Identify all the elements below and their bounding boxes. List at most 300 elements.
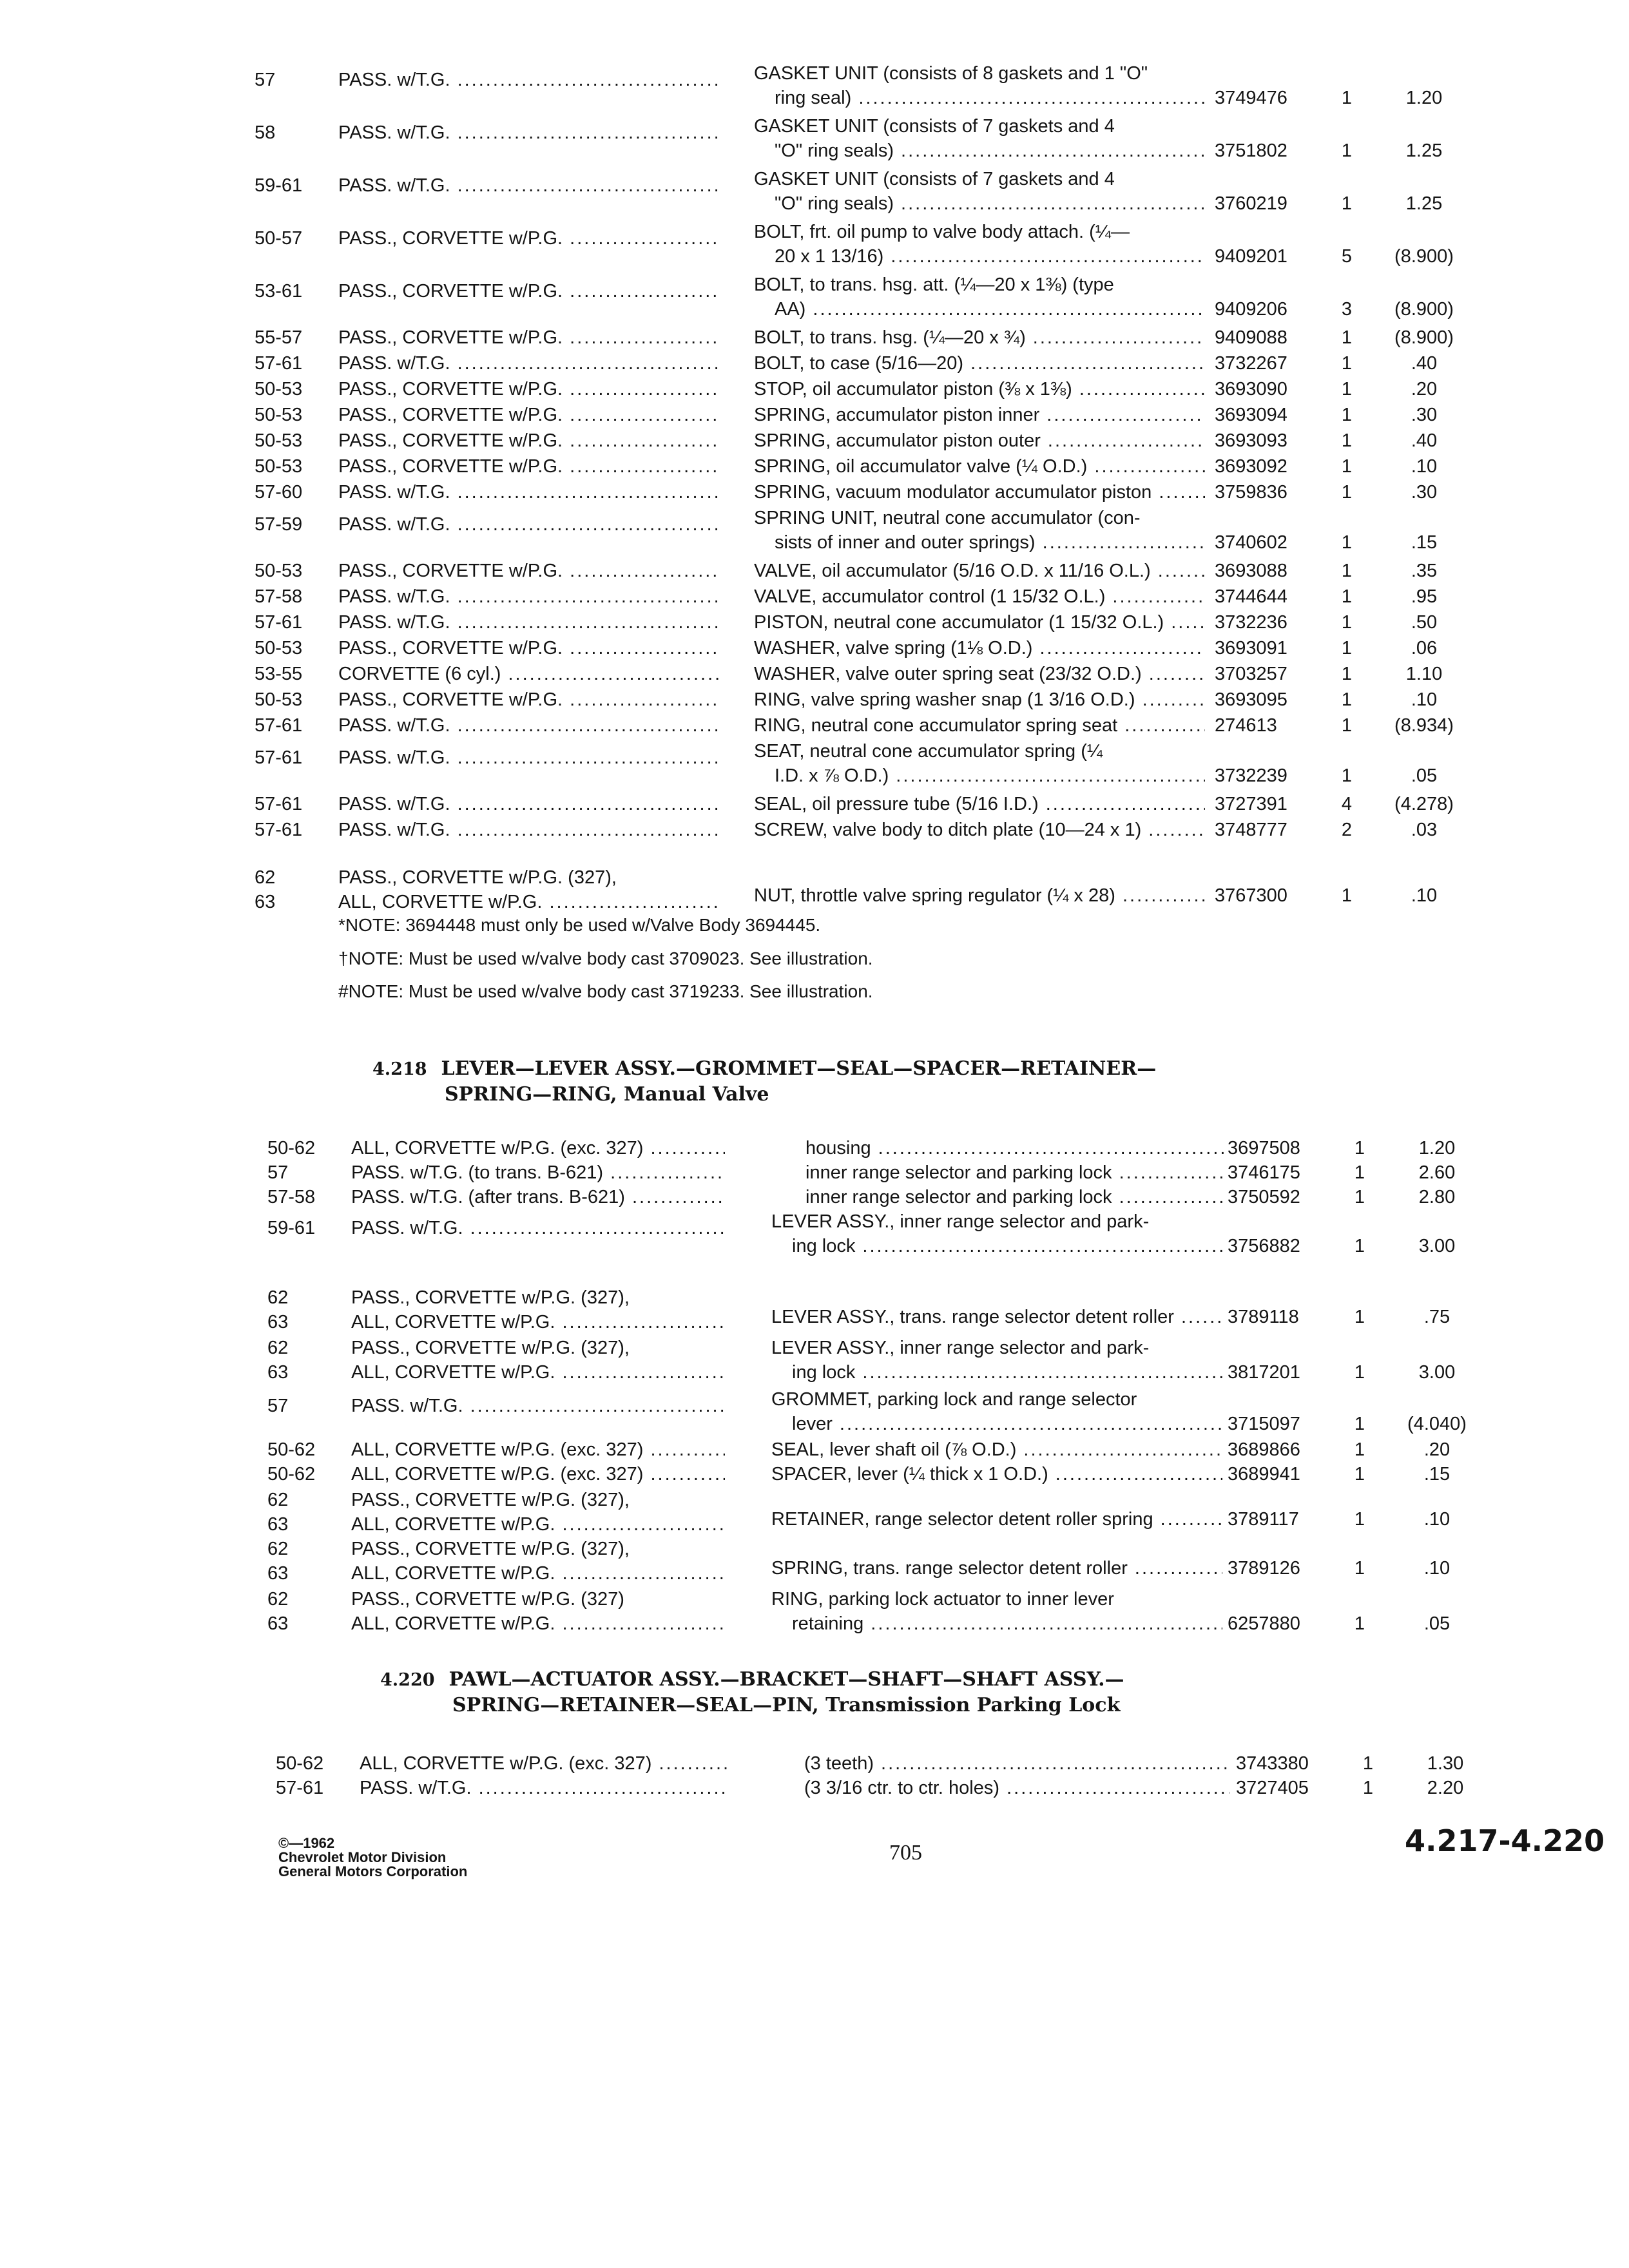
years: 62 xyxy=(267,1287,289,1308)
description-cont: ing lock ..... xyxy=(771,1360,1222,1385)
description-cont: "O" ring seals) ..... xyxy=(754,191,1205,216)
description-cont: ing lock ..... xyxy=(771,1234,1222,1258)
quantity: 1 xyxy=(1354,1439,1365,1460)
years: 50-53 xyxy=(255,379,303,399)
description-cell xyxy=(754,662,1205,686)
application: PASS., CORVETTE w/P.G. (327), xyxy=(351,1539,630,1559)
part-number: 3727405 xyxy=(1236,1778,1309,1798)
part-number: 3760219 xyxy=(1215,193,1287,214)
quantity: 1 xyxy=(1354,1464,1365,1485)
part-number: 3693093 xyxy=(1215,430,1287,451)
application: PASS., CORVETTE w/P.G. ..... xyxy=(338,226,718,251)
application: PASS. w/T.G. ..... xyxy=(351,1216,725,1240)
quantity: 1 xyxy=(1354,1162,1365,1183)
price: 2.80 xyxy=(1418,1187,1456,1207)
description-cell xyxy=(754,506,1205,555)
years: 57-61 xyxy=(255,794,303,814)
section-range: 4.217-4.220 xyxy=(1405,1823,1605,1858)
part-number: 3732267 xyxy=(1215,353,1287,374)
description-cell xyxy=(754,559,1205,583)
description-cell xyxy=(785,1751,1229,1776)
section-title-line1: PAWL—ACTUATOR ASSY.—BRACKET—SHAFT—SHAFT ASSY.— xyxy=(448,1668,1124,1691)
description: RING, neutral cone accumulator spring seat ..... xyxy=(754,713,1205,738)
application: PASS., CORVETTE w/P.G. ..... xyxy=(338,428,718,453)
price: .95 xyxy=(1411,586,1438,607)
description-cont: lever ..... xyxy=(771,1412,1222,1436)
application: ALL, CORVETTE w/P.G. ..... xyxy=(351,1360,725,1385)
part-number: 3693088 xyxy=(1215,561,1287,581)
description: SPRING, vacuum modulator accumulator piston ..... xyxy=(754,480,1205,505)
years: 57-61 xyxy=(255,612,303,633)
section-4218-heading xyxy=(372,1057,1156,1082)
description-cell xyxy=(771,1387,1222,1436)
price: .15 xyxy=(1423,1464,1451,1485)
quantity: 1 xyxy=(1354,1509,1365,1530)
page-number: 705 xyxy=(889,1841,922,1865)
part-number: 3693091 xyxy=(1215,638,1287,658)
years: 50-53 xyxy=(255,430,303,451)
section-4220-heading-line2: SPRING—RETAINER—SEAL—PIN, Transmission Parking Lock xyxy=(452,1694,1121,1716)
years: 57-61 xyxy=(255,715,303,736)
quantity: 1 xyxy=(1341,586,1353,607)
years: 63 xyxy=(267,1563,289,1584)
years: 63 xyxy=(267,1613,289,1634)
application: PASS., CORVETTE w/P.G. ..... xyxy=(338,636,718,660)
description-cell xyxy=(771,1587,1222,1636)
quantity: 1 xyxy=(1341,327,1353,348)
price: 1.25 xyxy=(1405,193,1443,214)
description-cont: ring seal) ..... xyxy=(754,86,1205,110)
description: SPRING, accumulator piston inner ..... xyxy=(754,403,1205,427)
description-cell xyxy=(780,1185,1224,1209)
quantity: 1 xyxy=(1362,1753,1374,1774)
price: 2.60 xyxy=(1418,1162,1456,1183)
description: BOLT, to trans. hsg. att. (¼—20 x 1⅜) (type xyxy=(754,274,1114,295)
description: housing ..... xyxy=(780,1136,1224,1160)
years: 50-53 xyxy=(255,638,303,658)
description: BOLT, frt. oil pump to valve body attach. (¼— xyxy=(754,222,1130,242)
section-title-line1: LEVER—LEVER ASSY.—GROMMET—SEAL—SPACER—RETAINER— xyxy=(441,1057,1157,1080)
application: PASS., CORVETTE w/P.G. (327), xyxy=(338,867,617,888)
part-number: 3693094 xyxy=(1215,405,1287,425)
note-2: †NOTE: Must be used w/valve body cast 3709023. See illustration. xyxy=(338,948,873,968)
price: .40 xyxy=(1411,430,1438,451)
years: 50-62 xyxy=(276,1753,324,1774)
application: PASS., CORVETTE w/P.G. ..... xyxy=(338,325,718,350)
description-cell xyxy=(754,713,1205,738)
quantity: 1 xyxy=(1341,353,1353,374)
years: 57-61 xyxy=(255,820,303,840)
description: SEAT, neutral cone accumulator spring (¼ xyxy=(754,741,1103,762)
description-cell xyxy=(754,403,1205,427)
part-number: 3693095 xyxy=(1215,689,1287,710)
application: ALL, CORVETTE w/P.G. ..... xyxy=(351,1611,725,1636)
description-cell xyxy=(754,114,1205,163)
part-number: 3789117 xyxy=(1228,1509,1299,1530)
description-cell xyxy=(780,1160,1224,1185)
price: .10 xyxy=(1411,885,1438,906)
application: ALL, CORVETTE w/P.G. ..... xyxy=(351,1561,725,1586)
part-number: 3689866 xyxy=(1228,1439,1300,1460)
part-number: 3697508 xyxy=(1228,1138,1300,1158)
quantity: 1 xyxy=(1341,430,1353,451)
application: PASS., CORVETTE w/P.G. ..... xyxy=(338,377,718,401)
quantity: 1 xyxy=(1341,689,1353,710)
description: VALVE, accumulator control (1 15/32 O.L.) ..... xyxy=(754,584,1205,609)
description-cell xyxy=(771,1462,1222,1486)
application: PASS. w/T.G. ..... xyxy=(338,512,718,537)
years: 57 xyxy=(267,1162,289,1183)
years: 50-62 xyxy=(267,1138,316,1158)
description: BOLT, to case (5/16—20) ..... xyxy=(754,351,1205,376)
part-number: 9409201 xyxy=(1215,246,1287,267)
description: SPRING UNIT, neutral cone accumulator (con- xyxy=(754,508,1141,528)
years: 63 xyxy=(267,1514,289,1535)
part-number: 3744644 xyxy=(1215,586,1287,607)
description-cell xyxy=(754,818,1205,842)
quantity: 1 xyxy=(1341,193,1353,214)
description: RETAINER, range selector detent roller spring ..... xyxy=(771,1507,1222,1532)
description-cell xyxy=(771,1336,1222,1385)
part-number: 3748777 xyxy=(1215,820,1287,840)
description-cell xyxy=(780,1136,1224,1160)
description: NUT, throttle valve spring regulator (¼ x 28) ..... xyxy=(754,883,1205,908)
application: PASS. w/T.G. ..... xyxy=(360,1776,727,1800)
application: PASS. w/T.G. ..... xyxy=(338,120,718,145)
description-cell xyxy=(771,1305,1222,1329)
application: ALL, CORVETTE w/P.G. (exc. 327) ..... xyxy=(351,1136,725,1160)
years: 62 xyxy=(267,1589,289,1610)
description: GASKET UNIT (consists of 7 gaskets and 4 xyxy=(754,116,1115,137)
price: 1.20 xyxy=(1418,1138,1456,1158)
quantity: 1 xyxy=(1341,405,1353,425)
description: WASHER, valve spring (1⅛ O.D.) ..... xyxy=(754,636,1205,660)
application: PASS. w/T.G. (to trans. B-621) ..... xyxy=(351,1160,725,1185)
price: .10 xyxy=(1423,1509,1451,1530)
description-cell xyxy=(754,351,1205,376)
years: 53-55 xyxy=(255,664,303,684)
quantity: 1 xyxy=(1354,1187,1365,1207)
description: SPRING, trans. range selector detent roller ..... xyxy=(771,1556,1222,1581)
application: PASS. w/T.G. ..... xyxy=(338,818,718,842)
part-number: 3693090 xyxy=(1215,379,1287,399)
description-cell xyxy=(785,1776,1229,1800)
quantity: 1 xyxy=(1362,1778,1374,1798)
application: PASS. w/T.G. ..... xyxy=(338,792,718,816)
description-cont: retaining ..... xyxy=(771,1611,1222,1636)
description-cell xyxy=(754,428,1205,453)
description: SPACER, lever (¼ thick x 1 O.D.) ..... xyxy=(771,1462,1222,1486)
application: PASS. w/T.G. ..... xyxy=(338,173,718,198)
description: LEVER ASSY., inner range selector and park- xyxy=(771,1338,1150,1358)
note-3: #NOTE: Must be used w/valve body cast 3719233. See illustration. xyxy=(338,981,873,1001)
part-number: 3703257 xyxy=(1215,664,1287,684)
price: 3.00 xyxy=(1418,1362,1456,1383)
price: .03 xyxy=(1411,820,1438,840)
price: .05 xyxy=(1411,765,1438,786)
description-cell xyxy=(754,454,1205,479)
application: ALL, CORVETTE w/P.G. (exc. 327) ..... xyxy=(360,1751,727,1776)
price: .30 xyxy=(1411,482,1438,503)
description: SCREW, valve body to ditch plate (10—24 x 1) ..... xyxy=(754,818,1205,842)
quantity: 1 xyxy=(1341,664,1353,684)
part-number: 3817201 xyxy=(1228,1362,1300,1383)
years: 57-59 xyxy=(255,514,303,535)
section-number: 4.220 xyxy=(380,1670,435,1690)
years: 57-60 xyxy=(255,482,303,503)
note-1: *NOTE: 3694448 must only be used w/Valve Body 3694445. xyxy=(338,915,821,935)
part-number: 6257880 xyxy=(1228,1613,1300,1634)
years: 63 xyxy=(267,1362,289,1383)
price: .06 xyxy=(1411,638,1438,658)
description-cell xyxy=(754,739,1205,788)
description: RING, parking lock actuator to inner lever xyxy=(771,1589,1114,1610)
application: PASS., CORVETTE w/P.G. ..... xyxy=(338,454,718,479)
years: 53-61 xyxy=(255,281,303,302)
price: .05 xyxy=(1423,1613,1451,1634)
price: .40 xyxy=(1411,353,1438,374)
application: PASS., CORVETTE w/P.G. (327), xyxy=(351,1287,630,1308)
price: (8.900) xyxy=(1394,246,1454,267)
description: inner range selector and parking lock ..... xyxy=(780,1185,1224,1209)
price: 2.20 xyxy=(1427,1778,1464,1798)
part-number: 3749476 xyxy=(1215,88,1287,108)
part-number: 3756882 xyxy=(1228,1236,1300,1256)
description: GROMMET, parking lock and range selector xyxy=(771,1389,1137,1410)
quantity: 1 xyxy=(1354,1558,1365,1579)
part-number: 3740602 xyxy=(1215,532,1287,553)
footer-copyright: ©—1962 Chevrolet Motor Division General Motors Corporation xyxy=(278,1835,468,1879)
years: 50-53 xyxy=(255,456,303,477)
years: 50-53 xyxy=(255,405,303,425)
price: .10 xyxy=(1423,1558,1451,1579)
price: 1.20 xyxy=(1405,88,1443,108)
description: SEAL, lever shaft oil (⅞ O.D.) ..... xyxy=(771,1437,1222,1462)
description: GASKET UNIT (consists of 7 gaskets and 4 xyxy=(754,169,1115,189)
part-number: 3732236 xyxy=(1215,612,1287,633)
description: VALVE, oil accumulator (5/16 O.D. x 11/16 O.L.) ..... xyxy=(754,559,1205,583)
years: 50-62 xyxy=(267,1439,316,1460)
description: inner range selector and parking lock ..... xyxy=(780,1160,1224,1185)
part-number: 3732239 xyxy=(1215,765,1287,786)
application: PASS., CORVETTE w/P.G. ..... xyxy=(338,687,718,712)
price: (4.040) xyxy=(1407,1414,1467,1434)
quantity: 1 xyxy=(1354,1362,1365,1383)
description: SPRING, accumulator piston outer ..... xyxy=(754,428,1205,453)
part-number: 274613 xyxy=(1215,715,1277,736)
part-number: 3715097 xyxy=(1228,1414,1300,1434)
description-cell xyxy=(754,325,1205,350)
years: 59-61 xyxy=(267,1218,316,1238)
description: PISTON, neutral cone accumulator (1 15/32 O.L.) ..... xyxy=(754,610,1205,635)
application: PASS., CORVETTE w/P.G. (327) xyxy=(351,1589,624,1610)
part-number: 3743380 xyxy=(1236,1753,1309,1774)
quantity: 1 xyxy=(1341,612,1353,633)
description-cell xyxy=(754,610,1205,635)
description: WASHER, valve outer spring seat (23/32 O.D.) ..... xyxy=(754,662,1205,686)
application: PASS., CORVETTE w/P.G. (327), xyxy=(351,1338,630,1358)
application: PASS. w/T.G. ..... xyxy=(338,480,718,505)
application: PASS. w/T.G. ..... xyxy=(338,610,718,635)
price: .10 xyxy=(1411,689,1438,710)
part-number: 3693092 xyxy=(1215,456,1287,477)
quantity: 1 xyxy=(1341,456,1353,477)
description: (3 teeth) ..... xyxy=(785,1751,1229,1776)
quantity: 1 xyxy=(1354,1414,1365,1434)
years: 62 xyxy=(267,1539,289,1559)
price: .20 xyxy=(1411,379,1438,399)
section-4220-heading xyxy=(380,1667,1124,1693)
description: (3 3/16 ctr. to ctr. holes) ..... xyxy=(785,1776,1229,1800)
price: (4.278) xyxy=(1394,794,1454,814)
price: (8.934) xyxy=(1394,715,1454,736)
description-cell xyxy=(771,1556,1222,1581)
years: 62 xyxy=(267,1490,289,1510)
quantity: 1 xyxy=(1341,885,1353,906)
part-number: 3789126 xyxy=(1228,1558,1300,1579)
years: 57-61 xyxy=(255,353,303,374)
price: 3.00 xyxy=(1418,1236,1456,1256)
description-cell xyxy=(754,480,1205,505)
description-cell xyxy=(754,167,1205,216)
years: 63 xyxy=(267,1312,289,1332)
price: .30 xyxy=(1411,405,1438,425)
description-cell xyxy=(754,61,1205,110)
application: ALL, CORVETTE w/P.G. (exc. 327) ..... xyxy=(351,1437,725,1462)
description-cont: AA) ..... xyxy=(754,297,1205,322)
price: .50 xyxy=(1411,612,1438,633)
quantity: 1 xyxy=(1341,532,1353,553)
years: 62 xyxy=(255,867,276,888)
price: .20 xyxy=(1423,1439,1451,1460)
years: 50-62 xyxy=(267,1464,316,1485)
description: GASKET UNIT (consists of 8 gaskets and 1 "O" xyxy=(754,63,1148,84)
description-cell xyxy=(771,1507,1222,1532)
description: RING, valve spring washer snap (1 3/16 O.D.) ..... xyxy=(754,687,1205,712)
quantity: 5 xyxy=(1341,246,1353,267)
quantity: 4 xyxy=(1341,794,1353,814)
price: .75 xyxy=(1423,1307,1451,1327)
price: (8.900) xyxy=(1394,327,1454,348)
part-number: 3689941 xyxy=(1228,1464,1300,1485)
description-cell xyxy=(754,220,1205,269)
part-number: 3767300 xyxy=(1215,885,1287,906)
years: 57-61 xyxy=(255,747,303,768)
application: ALL, CORVETTE w/P.G. ..... xyxy=(351,1310,725,1334)
quantity: 3 xyxy=(1341,299,1353,320)
part-number: 3746175 xyxy=(1228,1162,1300,1183)
description: SEAL, oil pressure tube (5/16 I.D.) ..... xyxy=(754,792,1205,816)
description-cell xyxy=(771,1437,1222,1462)
section-4218-heading-line2: SPRING—RING, Manual Valve xyxy=(445,1083,769,1106)
description: BOLT, to trans. hsg. (¼—20 x ¾) ..... xyxy=(754,325,1205,350)
description: STOP, oil accumulator piston (⅜ x 1⅜) ..... xyxy=(754,377,1205,401)
years: 62 xyxy=(267,1338,289,1358)
quantity: 1 xyxy=(1341,88,1353,108)
years: 57-61 xyxy=(276,1778,324,1798)
quantity: 1 xyxy=(1341,140,1353,161)
application: PASS., CORVETTE w/P.G. ..... xyxy=(338,403,718,427)
application: ALL, CORVETTE w/P.G. ..... xyxy=(351,1512,725,1537)
quantity: 1 xyxy=(1341,638,1353,658)
description-cell xyxy=(771,1209,1222,1258)
years: 57 xyxy=(267,1396,289,1416)
years: 50-57 xyxy=(255,228,303,249)
years: 57-58 xyxy=(267,1187,316,1207)
description-cell xyxy=(754,584,1205,609)
quantity: 1 xyxy=(1341,765,1353,786)
description-cell xyxy=(754,687,1205,712)
years: 50-53 xyxy=(255,689,303,710)
part-number: 9409206 xyxy=(1215,299,1287,320)
description-cont: I.D. x ⅞ O.D.) ..... xyxy=(754,764,1205,788)
description-cont: "O" ring seals) ..... xyxy=(754,139,1205,163)
price: .15 xyxy=(1411,532,1438,553)
description: SPRING, oil accumulator valve (¼ O.D.) ..... xyxy=(754,454,1205,479)
part-number: 3789118 xyxy=(1228,1307,1299,1327)
part-number: 9409088 xyxy=(1215,327,1287,348)
price: (8.900) xyxy=(1394,299,1454,320)
description: LEVER ASSY., inner range selector and park- xyxy=(771,1211,1150,1232)
part-number: 3750592 xyxy=(1228,1187,1300,1207)
price: .10 xyxy=(1411,456,1438,477)
application: ALL, CORVETTE w/P.G. ..... xyxy=(338,890,718,914)
price: .35 xyxy=(1411,561,1438,581)
application: PASS. w/T.G. ..... xyxy=(338,68,718,92)
description-cont: 20 x 1 13/16) ..... xyxy=(754,244,1205,269)
part-number: 3727391 xyxy=(1215,794,1287,814)
quantity: 2 xyxy=(1341,820,1353,840)
description-cell xyxy=(754,273,1205,322)
application: ALL, CORVETTE w/P.G. (exc. 327) ..... xyxy=(351,1462,725,1486)
application: PASS. w/T.G. (after trans. B-621) ..... xyxy=(351,1185,725,1209)
years: 57-58 xyxy=(255,586,303,607)
quantity: 1 xyxy=(1354,1138,1365,1158)
application: PASS. w/T.G. ..... xyxy=(338,351,718,376)
quantity: 1 xyxy=(1341,561,1353,581)
quantity: 1 xyxy=(1354,1613,1365,1634)
application: CORVETTE (6 cyl.) ..... xyxy=(338,662,718,686)
price: 1.30 xyxy=(1427,1753,1464,1774)
section-number: 4.218 xyxy=(372,1059,427,1079)
price: 1.10 xyxy=(1405,664,1443,684)
years: 57 xyxy=(255,70,276,90)
years: 63 xyxy=(255,892,276,912)
years: 55-57 xyxy=(255,327,303,348)
application: PASS., CORVETTE w/P.G. ..... xyxy=(338,279,718,303)
application: PASS. w/T.G. ..... xyxy=(351,1394,725,1418)
description-cell xyxy=(754,636,1205,660)
description: LEVER ASSY., trans. range selector detent roller ..... xyxy=(771,1305,1222,1329)
application: PASS., CORVETTE w/P.G. (327), xyxy=(351,1490,630,1510)
price: 1.25 xyxy=(1405,140,1443,161)
part-number: 3759836 xyxy=(1215,482,1287,503)
application: PASS. w/T.G. ..... xyxy=(338,584,718,609)
quantity: 1 xyxy=(1354,1236,1365,1256)
years: 58 xyxy=(255,122,276,143)
application: PASS. w/T.G. ..... xyxy=(338,745,718,770)
years: 50-53 xyxy=(255,561,303,581)
part-number: 3751802 xyxy=(1215,140,1287,161)
application: PASS. w/T.G. ..... xyxy=(338,713,718,738)
quantity: 1 xyxy=(1341,715,1353,736)
years: 59-61 xyxy=(255,175,303,196)
quantity: 1 xyxy=(1341,482,1353,503)
description-cont: sists of inner and outer springs) ..... xyxy=(754,530,1205,555)
description-cell xyxy=(754,792,1205,816)
quantity: 1 xyxy=(1354,1307,1365,1327)
quantity: 1 xyxy=(1341,379,1353,399)
